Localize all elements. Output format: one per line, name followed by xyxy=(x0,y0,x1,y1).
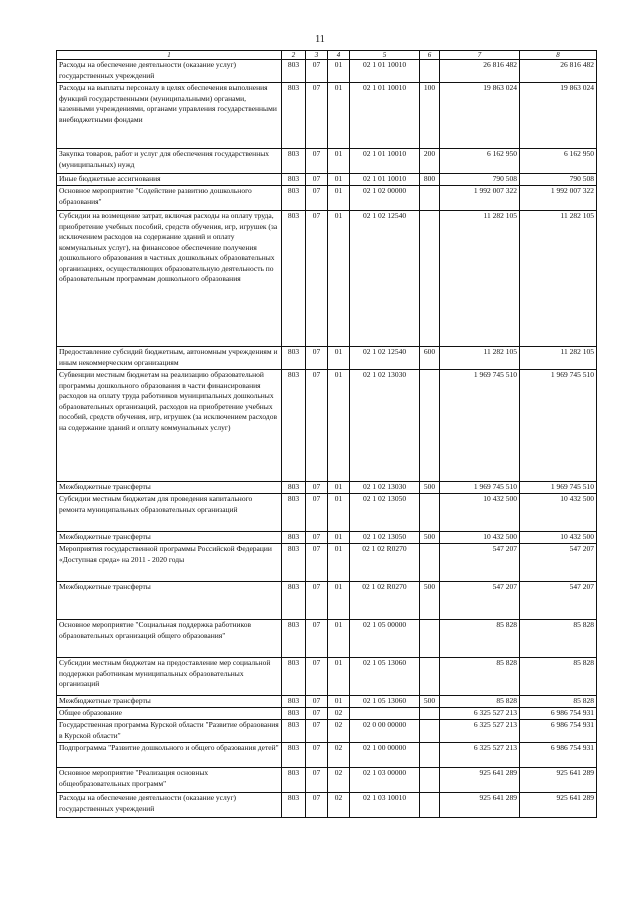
amount-year-1: 547 207 xyxy=(440,582,520,620)
target-article-code: 02 1 00 00000 xyxy=(350,743,420,768)
target-article-code: 02 1 02 R0270 xyxy=(350,544,420,582)
table-row xyxy=(57,60,597,83)
table-row xyxy=(57,720,597,743)
item-name: Государственная программа Курской области "Развитие образования в Курской области" xyxy=(57,720,282,743)
section-code: 07 xyxy=(306,582,328,620)
subsection-code: 01 xyxy=(328,532,350,544)
amount-year-2: 1 992 007 322 xyxy=(520,186,597,211)
header-cell: 5 xyxy=(350,51,420,60)
amount-year-1: 10 432 500 xyxy=(440,494,520,532)
amount-year-2: 6 986 754 931 xyxy=(520,720,597,743)
item-name: Основное мероприятие "Социальная поддержка работников образовательных организаций общего образования" xyxy=(57,620,282,658)
amount-year-1: 85 828 xyxy=(440,696,520,708)
expense-type-code: 100 xyxy=(420,83,440,149)
ved-code: 803 xyxy=(282,370,306,482)
item-name: Расходы на обеспечение деятельности (оказание услуг) государственных учреждений xyxy=(57,793,282,818)
item-name: Субсидии местным бюджетам на предоставление мер социальной поддержки работникам муниципальных образовательных организаций xyxy=(57,658,282,696)
section-code: 07 xyxy=(306,658,328,696)
target-article-code: 02 1 05 13060 xyxy=(350,658,420,696)
ved-code: 803 xyxy=(282,582,306,620)
amount-year-1: 790 508 xyxy=(440,174,520,186)
target-article-code: 02 1 02 00000 xyxy=(350,186,420,211)
item-name: Субвенции местным бюджетам на реализацию образовательной программы дошкольного образования в части финансирования расходов на оплату труда работников муниципальных дошкольных образовательных организаций, расходов на приобретение учебных пособий, средств обучения, игр, игрушек (за исключением расходов на содержание зданий и оплату коммунальных услуг) xyxy=(57,370,282,482)
section-code: 07 xyxy=(306,696,328,708)
target-article-code: 02 1 03 00000 xyxy=(350,768,420,793)
expense-type-code: 600 xyxy=(420,347,440,370)
ved-code: 803 xyxy=(282,720,306,743)
section-code: 07 xyxy=(306,620,328,658)
amount-year-2: 85 828 xyxy=(520,620,597,658)
amount-year-1: 26 816 482 xyxy=(440,60,520,83)
amount-year-2: 1 969 745 510 xyxy=(520,370,597,482)
expense-type-code xyxy=(420,544,440,582)
amount-year-2: 11 282 105 xyxy=(520,347,597,370)
amount-year-2: 85 828 xyxy=(520,658,597,696)
expense-type-code xyxy=(420,793,440,818)
item-name: Общее образование xyxy=(57,708,282,720)
ved-code: 803 xyxy=(282,658,306,696)
section-code: 07 xyxy=(306,174,328,186)
expense-type-code xyxy=(420,620,440,658)
target-article-code: 02 1 01 10010 xyxy=(350,83,420,149)
amount-year-2: 6 986 754 931 xyxy=(520,743,597,768)
ved-code: 803 xyxy=(282,347,306,370)
ved-code: 803 xyxy=(282,494,306,532)
ved-code: 803 xyxy=(282,83,306,149)
target-article-code: 02 1 02 13050 xyxy=(350,494,420,532)
table-row xyxy=(57,370,597,482)
section-code: 07 xyxy=(306,211,328,347)
ved-code: 803 xyxy=(282,60,306,83)
target-article-code: 02 1 02 13050 xyxy=(350,532,420,544)
expense-type-code: 500 xyxy=(420,482,440,494)
section-code: 07 xyxy=(306,83,328,149)
amount-year-2: 790 508 xyxy=(520,174,597,186)
budget-table xyxy=(56,50,597,818)
subsection-code: 02 xyxy=(328,743,350,768)
target-article-code: 02 1 01 10010 xyxy=(350,60,420,83)
table-row xyxy=(57,532,597,544)
subsection-code: 01 xyxy=(328,347,350,370)
subsection-code: 02 xyxy=(328,793,350,818)
amount-year-2: 19 863 024 xyxy=(520,83,597,149)
table-row xyxy=(57,347,597,370)
ved-code: 803 xyxy=(282,174,306,186)
table-row xyxy=(57,743,597,768)
item-name: Закупка товаров, работ и услуг для обеспечения государственных (муниципальных) нужд xyxy=(57,149,282,174)
item-name: Основное мероприятие "Реализация основных общеобразовательных программ" xyxy=(57,768,282,793)
subsection-code: 01 xyxy=(328,149,350,174)
ved-code: 803 xyxy=(282,532,306,544)
ved-code: 803 xyxy=(282,696,306,708)
subsection-code: 02 xyxy=(328,768,350,793)
expense-type-code: 800 xyxy=(420,174,440,186)
subsection-code: 02 xyxy=(328,720,350,743)
section-code: 07 xyxy=(306,149,328,174)
expense-type-code xyxy=(420,768,440,793)
ved-code: 803 xyxy=(282,482,306,494)
subsection-code: 01 xyxy=(328,582,350,620)
target-article-code: 02 1 02 13030 xyxy=(350,482,420,494)
amount-year-2: 6 162 950 xyxy=(520,149,597,174)
target-article-code: 02 1 05 13060 xyxy=(350,696,420,708)
header-cell: 3 xyxy=(306,51,328,60)
amount-year-2: 547 207 xyxy=(520,582,597,620)
amount-year-2: 10 432 500 xyxy=(520,532,597,544)
table-row xyxy=(57,211,597,347)
table-row xyxy=(57,582,597,620)
section-code: 07 xyxy=(306,768,328,793)
target-article-code: 02 1 05 00000 xyxy=(350,620,420,658)
amount-year-2: 11 282 105 xyxy=(520,211,597,347)
table-row xyxy=(57,658,597,696)
amount-year-1: 1 969 745 510 xyxy=(440,370,520,482)
expense-type-code xyxy=(420,494,440,532)
item-name: Подпрограмма "Развитие дошкольного и общего образования детей" xyxy=(57,743,282,768)
item-name: Расходы на выплаты персоналу в целях обеспечения выполнения функций государственными (муниципальными) органами, казенными учреждениями, органами управления государственными внебюджетными фондами xyxy=(57,83,282,149)
amount-year-1: 85 828 xyxy=(440,620,520,658)
expense-type-code xyxy=(420,60,440,83)
subsection-code: 01 xyxy=(328,620,350,658)
subsection-code: 01 xyxy=(328,482,350,494)
subsection-code: 01 xyxy=(328,60,350,83)
amount-year-2: 925 641 289 xyxy=(520,768,597,793)
header-cell: 4 xyxy=(328,51,350,60)
section-code: 07 xyxy=(306,60,328,83)
section-code: 07 xyxy=(306,482,328,494)
amount-year-1: 925 641 289 xyxy=(440,768,520,793)
amount-year-1: 6 325 527 213 xyxy=(440,708,520,720)
amount-year-1: 1 969 745 510 xyxy=(440,482,520,494)
table-row xyxy=(57,149,597,174)
subsection-code: 01 xyxy=(328,174,350,186)
amount-year-2: 1 969 745 510 xyxy=(520,482,597,494)
expense-type-code xyxy=(420,658,440,696)
expense-type-code xyxy=(420,186,440,211)
ved-code: 803 xyxy=(282,149,306,174)
subsection-code: 01 xyxy=(328,544,350,582)
amount-year-1: 19 863 024 xyxy=(440,83,520,149)
ved-code: 803 xyxy=(282,620,306,658)
subsection-code: 01 xyxy=(328,658,350,696)
section-code: 07 xyxy=(306,720,328,743)
item-name: Основное мероприятие "Содействие развитию дошкольного образования" xyxy=(57,186,282,211)
target-article-code: 02 1 02 12540 xyxy=(350,211,420,347)
header-cell: 1 xyxy=(57,51,282,60)
ved-code: 803 xyxy=(282,793,306,818)
expense-type-code xyxy=(420,211,440,347)
section-code: 07 xyxy=(306,743,328,768)
table-row xyxy=(57,620,597,658)
subsection-code: 01 xyxy=(328,83,350,149)
header-cell: 2 xyxy=(282,51,306,60)
item-name: Межбюджетные трансферты xyxy=(57,482,282,494)
table-row xyxy=(57,793,597,818)
item-name: Субсидии на возмещение затрат, включая расходы на оплату труда, приобретение учебных пособий, средств обучения, игр, игрушек (за исключением расходов на содержание зданий и оплату коммунальных услуг), на финансовое обеспечение получения дошкольного образования в частных дошкольных образовательных организациях, осуществляющих образовательную деятельность по образовательным программам дошкольного образования xyxy=(57,211,282,347)
subsection-code: 01 xyxy=(328,186,350,211)
section-code: 07 xyxy=(306,708,328,720)
target-article-code xyxy=(350,708,420,720)
item-name: Межбюджетные трансферты xyxy=(57,582,282,620)
section-code: 07 xyxy=(306,347,328,370)
ved-code: 803 xyxy=(282,743,306,768)
amount-year-2: 85 828 xyxy=(520,696,597,708)
item-name: Межбюджетные трансферты xyxy=(57,696,282,708)
header-cell: 8 xyxy=(520,51,597,60)
table-row xyxy=(57,83,597,149)
amount-year-1: 11 282 105 xyxy=(440,211,520,347)
table-row xyxy=(57,768,597,793)
target-article-code: 02 1 02 R0270 xyxy=(350,582,420,620)
target-article-code: 02 1 01 10010 xyxy=(350,174,420,186)
table-row xyxy=(57,482,597,494)
amount-year-2: 6 986 754 931 xyxy=(520,708,597,720)
item-name: Иные бюджетные ассигнования xyxy=(57,174,282,186)
table-row xyxy=(57,544,597,582)
expense-type-code: 200 xyxy=(420,149,440,174)
amount-year-2: 547 207 xyxy=(520,544,597,582)
item-name: Субсидии местным бюджетам для проведения капитального ремонта муниципальных образовательных организаций xyxy=(57,494,282,532)
ved-code: 803 xyxy=(282,708,306,720)
amount-year-1: 1 992 007 322 xyxy=(440,186,520,211)
subsection-code: 01 xyxy=(328,696,350,708)
expense-type-code xyxy=(420,708,440,720)
amount-year-2: 925 641 289 xyxy=(520,793,597,818)
ved-code: 803 xyxy=(282,544,306,582)
amount-year-1: 925 641 289 xyxy=(440,793,520,818)
table-row xyxy=(57,174,597,186)
section-code: 07 xyxy=(306,370,328,482)
section-code: 07 xyxy=(306,793,328,818)
amount-year-1: 547 207 xyxy=(440,544,520,582)
expense-type-code xyxy=(420,370,440,482)
ved-code: 803 xyxy=(282,211,306,347)
section-code: 07 xyxy=(306,532,328,544)
expense-type-code xyxy=(420,720,440,743)
header-row xyxy=(57,51,597,60)
amount-year-1: 6 325 527 213 xyxy=(440,743,520,768)
table-row xyxy=(57,494,597,532)
target-article-code: 02 1 02 13030 xyxy=(350,370,420,482)
subsection-code: 01 xyxy=(328,370,350,482)
amount-year-1: 10 432 500 xyxy=(440,532,520,544)
section-code: 07 xyxy=(306,544,328,582)
item-name: Мероприятия государственной программы Российской Федерации «Доступная среда» на 2011 - 2020 годы xyxy=(57,544,282,582)
table-row xyxy=(57,186,597,211)
section-code: 07 xyxy=(306,186,328,211)
section-code: 07 xyxy=(306,494,328,532)
expense-type-code: 500 xyxy=(420,696,440,708)
header-cell: 6 xyxy=(420,51,440,60)
target-article-code: 02 1 01 10010 xyxy=(350,149,420,174)
subsection-code: 01 xyxy=(328,494,350,532)
amount-year-1: 85 828 xyxy=(440,658,520,696)
item-name: Предоставление субсидий бюджетным, автономным учреждениям и иным некоммерческим организациям xyxy=(57,347,282,370)
ved-code: 803 xyxy=(282,186,306,211)
expense-type-code xyxy=(420,743,440,768)
target-article-code: 02 1 02 12540 xyxy=(350,347,420,370)
expense-type-code: 500 xyxy=(420,532,440,544)
item-name: Расходы на обеспечение деятельности (оказание услуг) государственных учреждений xyxy=(57,60,282,83)
table-row xyxy=(57,696,597,708)
subsection-code: 01 xyxy=(328,211,350,347)
target-article-code: 02 1 03 10010 xyxy=(350,793,420,818)
ved-code: 803 xyxy=(282,768,306,793)
amount-year-1: 11 282 105 xyxy=(440,347,520,370)
target-article-code: 02 0 00 00000 xyxy=(350,720,420,743)
amount-year-1: 6 162 950 xyxy=(440,149,520,174)
subsection-code: 02 xyxy=(328,708,350,720)
header-cell: 7 xyxy=(440,51,520,60)
amount-year-2: 10 432 500 xyxy=(520,494,597,532)
item-name: Межбюджетные трансферты xyxy=(57,532,282,544)
amount-year-2: 26 816 482 xyxy=(520,60,597,83)
table-row xyxy=(57,708,597,720)
page-number: 11 xyxy=(315,34,325,45)
amount-year-1: 6 325 527 213 xyxy=(440,720,520,743)
expense-type-code: 500 xyxy=(420,582,440,620)
